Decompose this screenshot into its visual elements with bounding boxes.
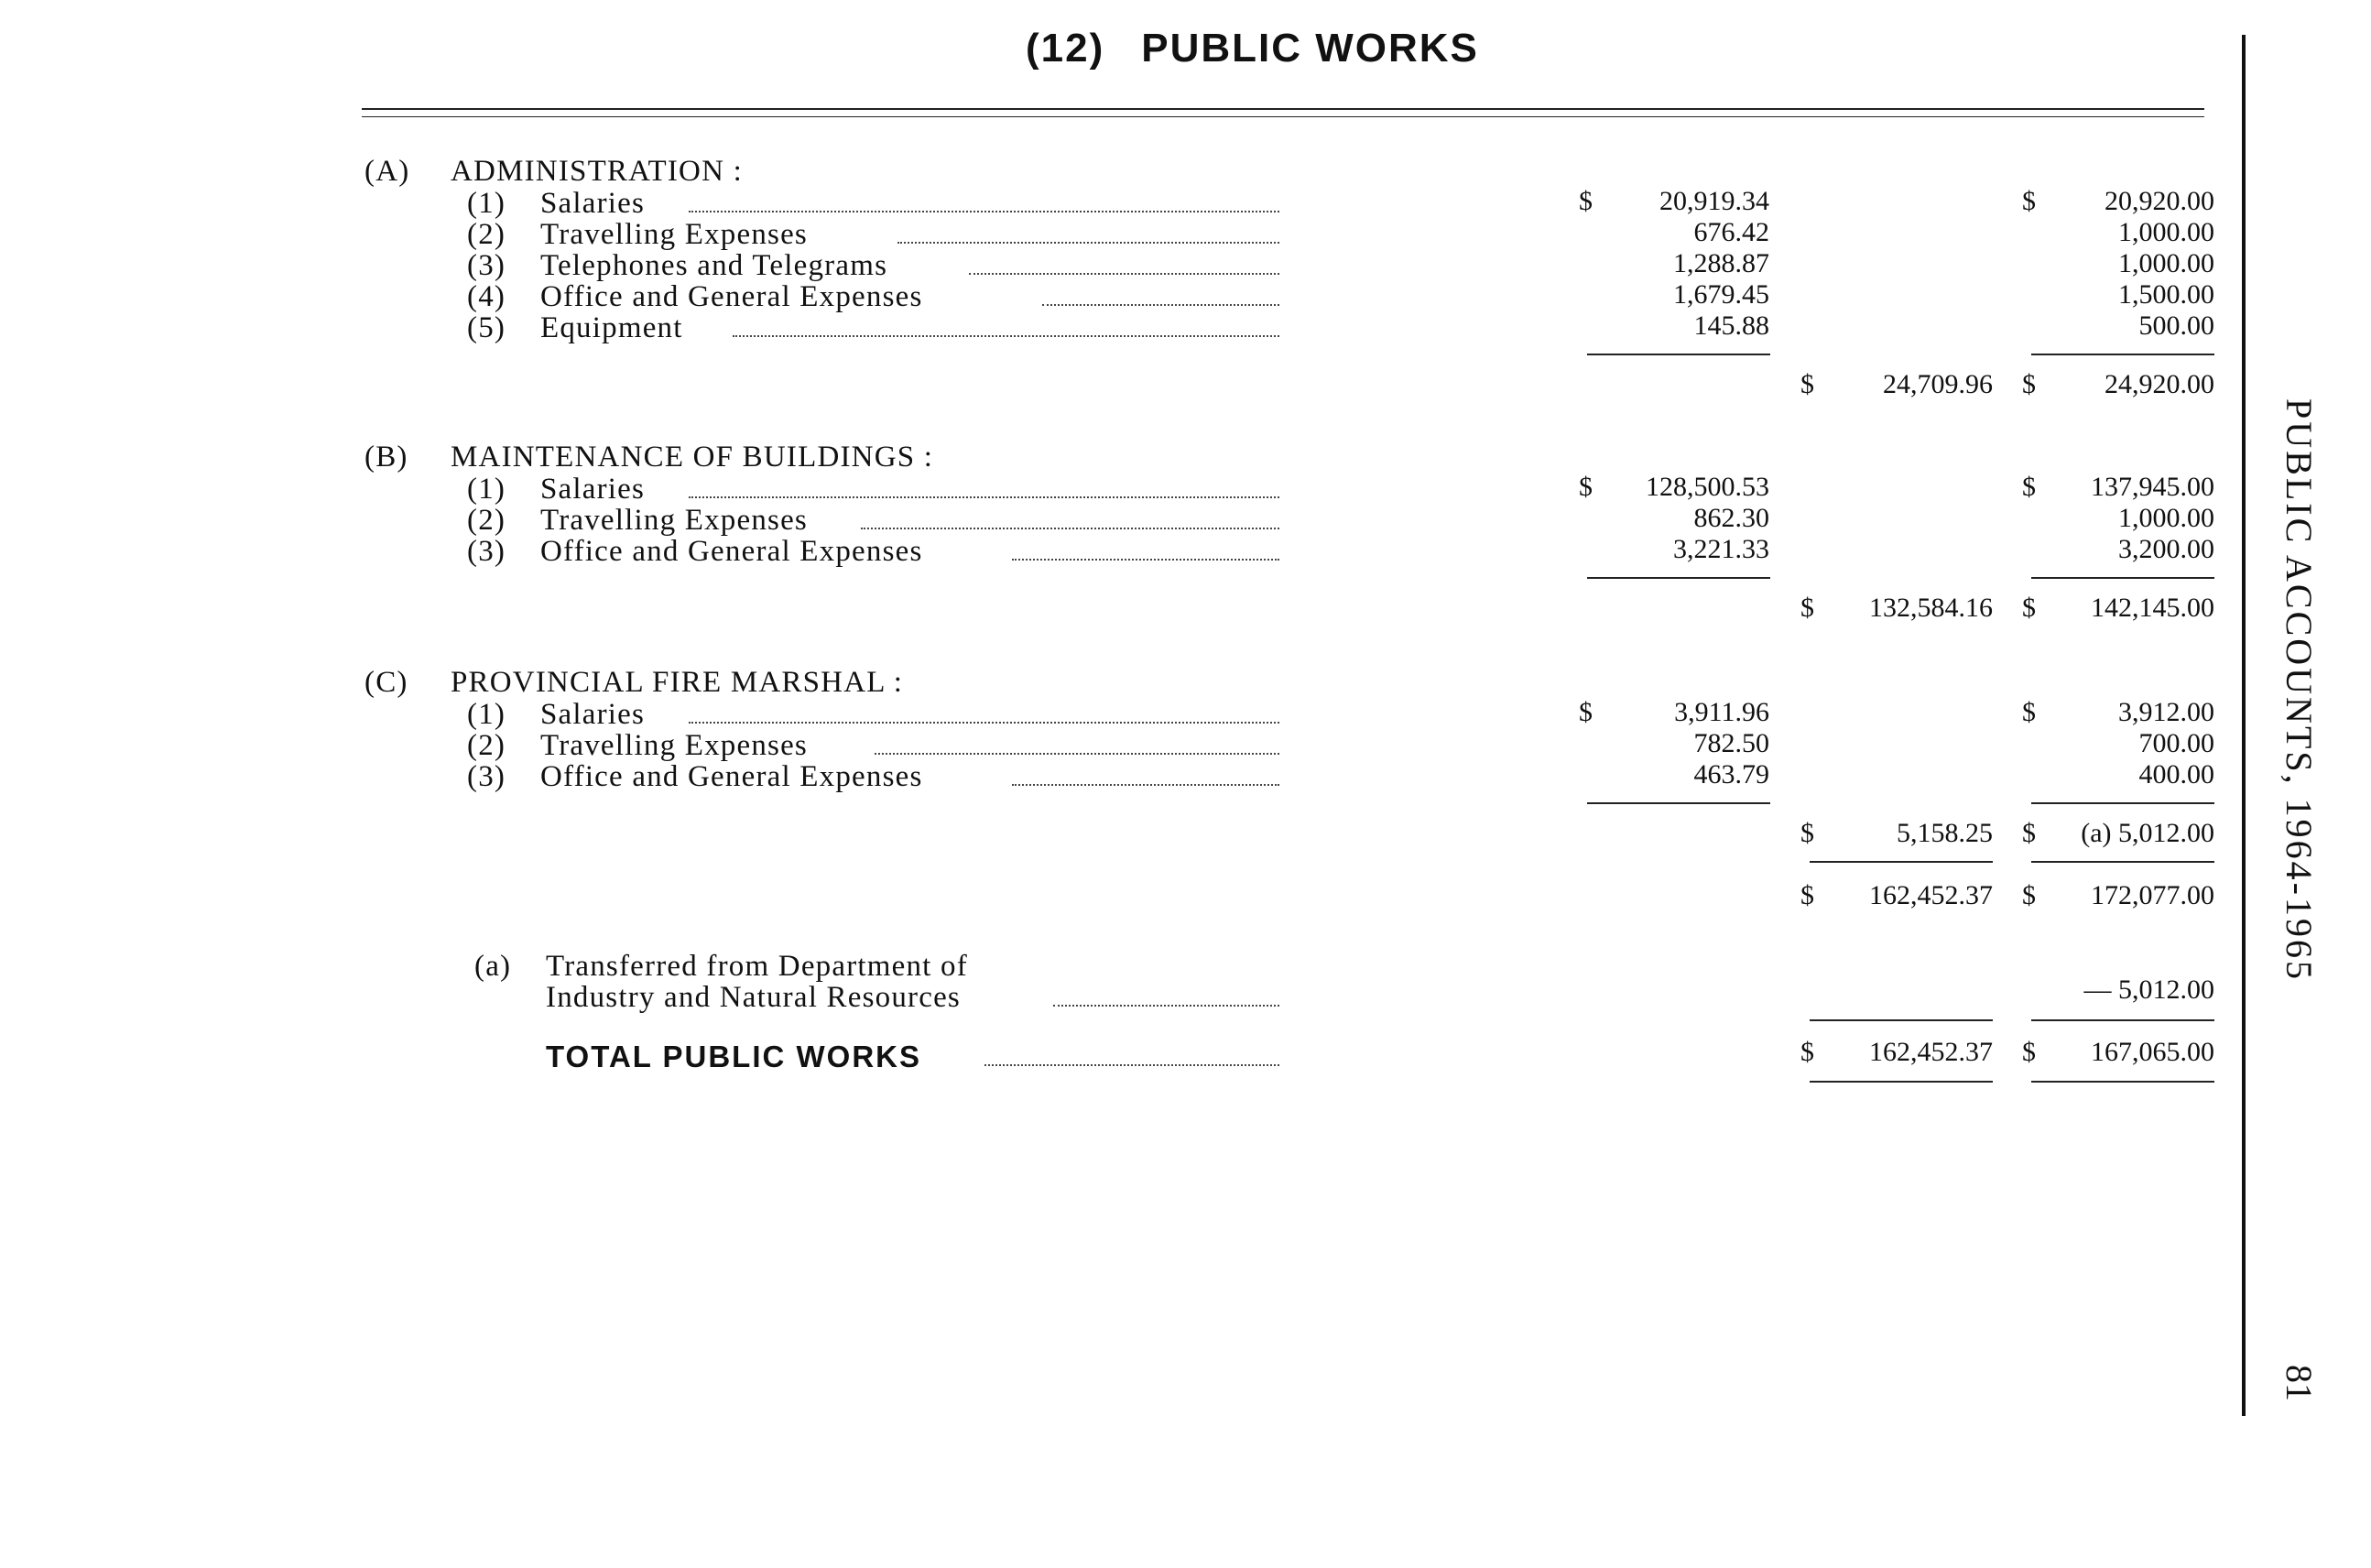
- b-item-2-num: (2): [467, 504, 506, 537]
- b-estimate-3: 3,200.00: [2118, 534, 2214, 564]
- a-estimate-3: 1,000.00: [2118, 248, 2214, 278]
- c-item-1-num: (1): [467, 698, 506, 731]
- page-number: 81: [2279, 1365, 2320, 1401]
- a-subtotal-actual: 24,709.96: [1883, 369, 1993, 399]
- page-title: [1026, 26, 1479, 71]
- a-subtotal-estimate: 24,920.00: [2105, 369, 2214, 399]
- a-estimate-2: 1,000.00: [2118, 217, 2214, 247]
- column-underline: [2031, 802, 2214, 804]
- column-underline: [1587, 577, 1770, 579]
- leader-dots: [733, 335, 1279, 337]
- currency-sign: $: [2022, 697, 2036, 727]
- b-actual-1: 128,500.53: [1646, 472, 1769, 502]
- c-item-1-label: Salaries: [540, 698, 646, 731]
- total-label: TOTAL PUBLIC WORKS: [546, 1040, 921, 1073]
- column-double-underline: [2031, 1081, 2214, 1083]
- a-item-4-num: (4): [467, 280, 506, 313]
- c-subtotal-estimate: (a) 5,012.00: [2081, 818, 2214, 848]
- a-item-2-label: Travelling Expenses: [540, 218, 808, 251]
- header-rule-thin: [362, 116, 2204, 117]
- column-underline: [1587, 802, 1770, 804]
- footnote-amount: — 5,012.00: [2083, 975, 2214, 1005]
- a-item-3-label: Telephones and Telegrams: [540, 249, 888, 282]
- a-item-1-num: (1): [467, 187, 506, 220]
- leader-dots: [689, 211, 1279, 212]
- section-a-marker: (A): [364, 155, 410, 188]
- currency-sign: $: [1800, 369, 1814, 399]
- currency-sign: $: [2022, 472, 2036, 502]
- currency-sign: $: [2022, 818, 2036, 848]
- a-actual-3: 1,288.87: [1673, 248, 1769, 278]
- currency-sign: $: [1800, 880, 1814, 910]
- a-estimate-1: 20,920.00: [2105, 186, 2214, 216]
- b-item-3-num: (3): [467, 535, 506, 568]
- a-actual-1: 20,919.34: [1659, 186, 1769, 216]
- leader-dots: [875, 753, 1279, 755]
- a-item-1-label: Salaries: [540, 187, 646, 220]
- currency-sign: $: [2022, 593, 2036, 623]
- footnote-line-1: Transferred from Department of: [546, 950, 968, 983]
- b-estimate-1: 137,945.00: [2091, 472, 2214, 502]
- column-underline: [2031, 861, 2214, 863]
- b-subtotal-actual: 132,584.16: [1869, 593, 1993, 623]
- currency-sign: $: [2022, 1037, 2036, 1067]
- column-underline: [1587, 354, 1770, 355]
- c-actual-2: 782.50: [1693, 728, 1769, 758]
- currency-sign: $: [1579, 697, 1593, 727]
- a-item-2-num: (2): [467, 218, 506, 251]
- a-actual-4: 1,679.45: [1673, 279, 1769, 310]
- a-item-4-label: Office and General Expenses: [540, 280, 923, 313]
- currency-sign: $: [1800, 1037, 1814, 1067]
- section-c-marker: (C): [364, 666, 408, 699]
- c-item-3-num: (3): [467, 760, 506, 793]
- currency-sign: $: [1800, 593, 1814, 623]
- total-actual: 162,452.37: [1869, 1037, 1993, 1067]
- currency-sign: $: [2022, 369, 2036, 399]
- leader-dots: [1042, 304, 1279, 306]
- total-estimate: 167,065.00: [2091, 1037, 2214, 1067]
- c-estimate-3: 400.00: [2138, 759, 2214, 789]
- b-item-2-label: Travelling Expenses: [540, 504, 808, 537]
- b-subtotal-estimate: 142,145.00: [2091, 593, 2214, 623]
- a-item-3-num: (3): [467, 249, 506, 282]
- leader-dots: [861, 528, 1279, 529]
- currency-sign: $: [1579, 186, 1593, 216]
- leader-dots: [689, 496, 1279, 498]
- currency-sign: $: [2022, 880, 2036, 910]
- section-c-title: PROVINCIAL FIRE MARSHAL :: [451, 666, 904, 699]
- leader-dots: [689, 722, 1279, 724]
- section-b-title: MAINTENANCE OF BUILDINGS :: [451, 441, 934, 474]
- footnote-marker: (a): [474, 950, 512, 983]
- c-subtotal-actual: 5,158.25: [1897, 818, 1993, 848]
- column-double-underline: [1810, 1081, 1993, 1083]
- a-estimate-4: 1,500.00: [2118, 279, 2214, 310]
- title-text: PUBLIC WORKS: [1141, 26, 1479, 71]
- a-actual-2: 676.42: [1693, 217, 1769, 247]
- section-number: (12): [1026, 26, 1105, 71]
- a-actual-5: 145.88: [1693, 310, 1769, 341]
- a-estimate-5: 500.00: [2138, 310, 2214, 341]
- b-actual-2: 862.30: [1693, 503, 1769, 533]
- column-underline: [1810, 861, 1993, 863]
- c-actual-1: 3,911.96: [1674, 697, 1769, 727]
- column-underline: [2031, 577, 2214, 579]
- b-estimate-2: 1,000.00: [2118, 503, 2214, 533]
- leader-dots: [1012, 784, 1279, 786]
- running-title: PUBLIC ACCOUNTS, 1964-1965: [2279, 398, 2320, 982]
- leader-dots: [1012, 559, 1279, 561]
- b-actual-3: 3,221.33: [1673, 534, 1769, 564]
- footnote-line-2: Industry and Natural Resources: [546, 981, 961, 1014]
- leader-dots: [897, 242, 1279, 244]
- a-item-5-label: Equipment: [540, 311, 683, 344]
- a-item-5-num: (5): [467, 311, 506, 344]
- c-estimate-2: 700.00: [2138, 728, 2214, 758]
- grand-estimate: 172,077.00: [2091, 880, 2214, 910]
- column-underline: [1810, 1019, 1993, 1021]
- currency-sign: $: [2022, 186, 2036, 216]
- c-item-3-label: Office and General Expenses: [540, 760, 923, 793]
- b-item-3-label: Office and General Expenses: [540, 535, 923, 568]
- column-underline: [2031, 354, 2214, 355]
- c-item-2-label: Travelling Expenses: [540, 729, 808, 762]
- grand-actual: 162,452.37: [1869, 880, 1993, 910]
- c-actual-3: 463.79: [1693, 759, 1769, 789]
- b-item-1-num: (1): [467, 473, 506, 506]
- leader-dots: [1053, 1005, 1279, 1007]
- column-underline: [2031, 1019, 2214, 1021]
- currency-sign: $: [1579, 472, 1593, 502]
- currency-sign: $: [1800, 818, 1814, 848]
- leader-dots: [969, 273, 1279, 275]
- b-item-1-label: Salaries: [540, 473, 646, 506]
- header-rule: [362, 108, 2204, 110]
- c-item-2-num: (2): [467, 729, 506, 762]
- margin-bar: [2242, 35, 2246, 1416]
- c-estimate-1: 3,912.00: [2118, 697, 2214, 727]
- section-a-title: ADMINISTRATION :: [451, 155, 743, 188]
- section-b-marker: (B): [364, 441, 408, 474]
- leader-dots: [984, 1064, 1279, 1066]
